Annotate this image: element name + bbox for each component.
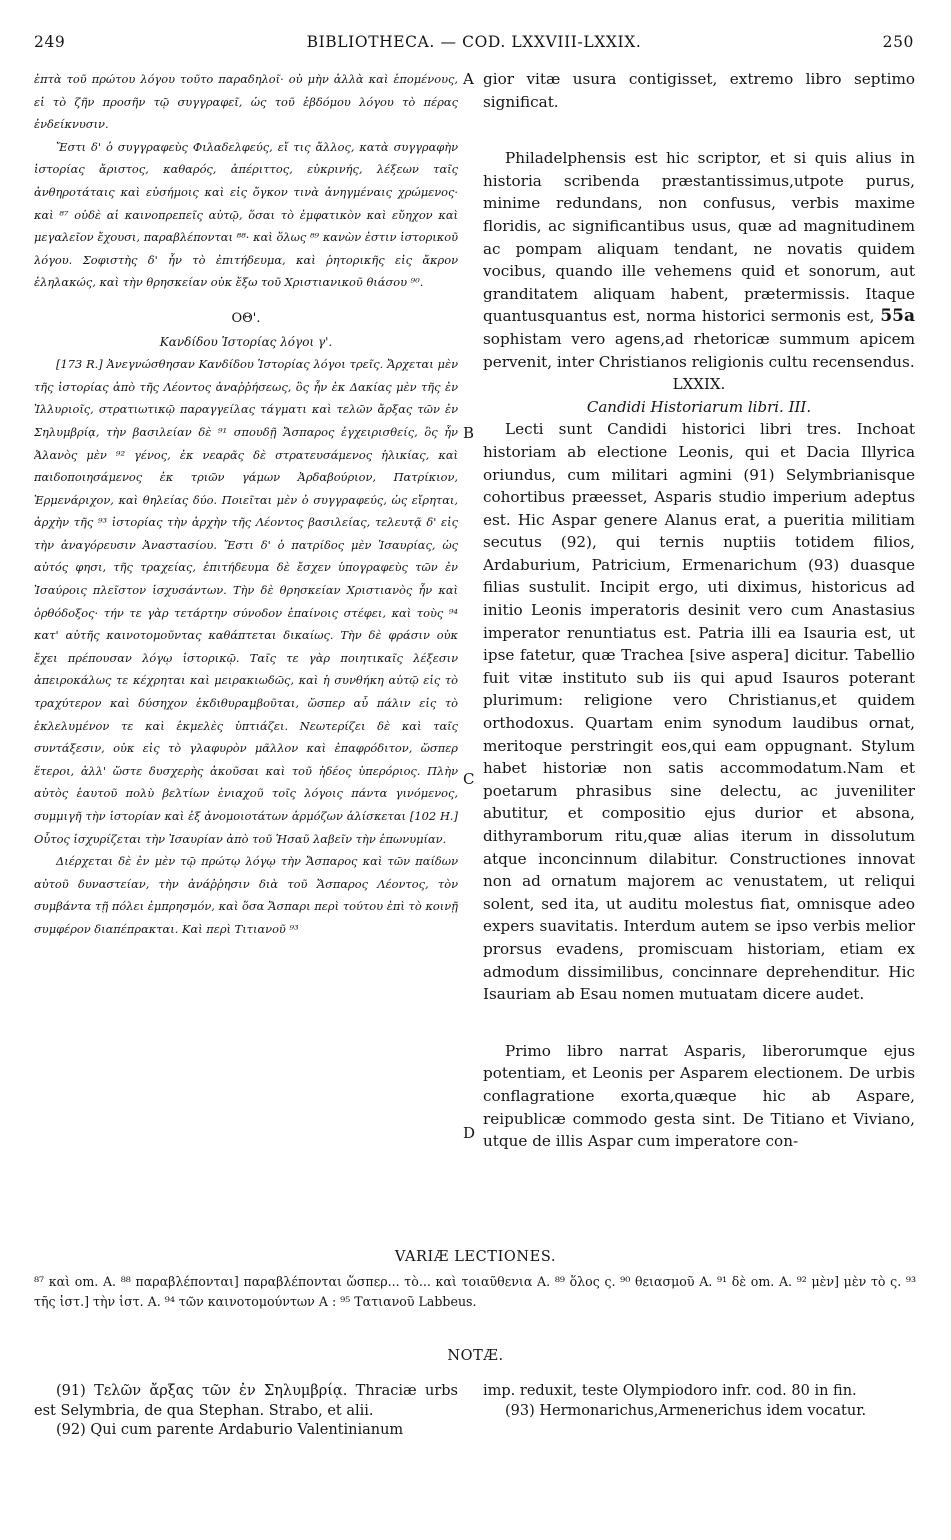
greek-column <box>34 68 458 941</box>
latin-section-title: Candidi Historiarum libri. III. <box>586 397 812 416</box>
latin-paragraph-4: Primo libro narrat Asparis, liberorumque ejus potentiam, et Leonis per Asparem electionem. De urbis conflagratione exorta,quæque hic ab Aspare, reipublicæ commodo gesta sint. De Titiano et Viviano, utque de illis Aspar cum imperatore con- <box>483 1041 915 1151</box>
greek-section-title: Κανδίδου Ἱστορίας λόγοι γ'. <box>159 334 333 349</box>
page-number-left: 249 <box>34 33 66 51</box>
running-title: BIBLIOTHECA. — COD. LXXVIII-LXXIX. <box>306 33 642 51</box>
greek-paragraph-1: ἑπτὰ τοῦ πρώτου λόγου τοῦτο παραδηλοῖ· οὐ μὴν ἀλλὰ καὶ ἑπομένους, εἰ τὸ ζῆν προσῆν τῷ συγγραφεῖ, ὡς τοῦ ἑβδόμου λόγου τὸ πέρας ἐνδείκνυσιν. <box>34 72 458 132</box>
notes-right-column <box>483 1382 915 1421</box>
margin-letter-d: D <box>463 1124 476 1142</box>
latin-column <box>483 68 915 1153</box>
variae-lectiones-text: ⁸⁷ καὶ om. A. ⁸⁸ παραβλέπονται] παραβλέπονται ὥσπερ... τὸ... καὶ τοιαῦθενια A. ⁸⁹ ὅλος ς. ⁹⁰ θειασμοῦ A. ⁹¹ δὲ om. A. ⁹² μὲν] μὲν τὸ ς. ⁹³ τῆς ἱστ.] τὴν ἱστ. A. ⁹⁴ τῶν καινοτομούντων A : ⁹⁵ Τατιανοῦ Labbeus. <box>34 1274 916 1309</box>
note-91: (91) Τελῶν ἄρξας τῶν ἐν Σηλυμβρίᾳ. Thraciæ urbs est Selymbria, de qua Stephan. Strabo, et alii. <box>34 1383 458 1419</box>
notae-heading: NOTÆ. <box>447 1348 504 1364</box>
latin-paragraph-2-text: Philadelphensis est hic scriptor, et si quis alius in historia scribenda præstantissimus,utpote purus, minime redundans, non confusus, verbis maxime floridis, ac significantibus usus, quæ ad magnitudinem ac pompam aliquam tendant, ne novatis quidem vocibus, quando ille vehemens quid et sonorum, aut granditatem aliquam habent, prætermissis. Itaque quantusquantus est, norma historici sermonis est, <box>483 149 915 326</box>
latin-paragraph-3: Lecti sunt Candidi historici libri tres. Inchoat historiam ab electione Leonis, qui et Dacia Illyrica oriundus, cum militari agmini (91) Selymbrianisque cohortibus præesset, Asparis studio imperium adeptus est. Hic Aspar genere Alanus erat, a pueritia militiam secutus (92), qui ternis nuptiis totidem filios, Ardaburium, Patricium, Ermenarichum (93) duasque filias sustulit. Incipit ergo, uti diximus, historicus ad initio Leonis imperatoris desinit vero cum Anastasius imperator renuntiatus est. Patria illi ea Isauria est, ut ipse fatetur, quæ Trachea [sive aspera] dicitur. Tabellio fuit vitæ instituto sub iis qui apud Isauros poterant plurimum: religione vero Christianus,et quidem orthodoxus. Quartam enim synodum laudibus ornat, meritoque perstringit eos,qui eam oppugnant. Stylum habet historiæ non satis accommodatum.Nam et poetarum phrasibus sine delectu, ac juveniliter abutitur, et compositio ejus durior et absona, dithyramborum ritu,quæ alias iterum in dissolutum atque inconcinnum dilabitur. Constructiones innovat non ad ornatum majorem ac venustatem, ut reliqui solent, sed ita, ut auditu molestus fiat, omnisque adeo expers suavitatis. Interdum autem se ipso verbis melior prorsus evadens, promiscuam historiam, etiam ex admodum dissimilibus, concinnare deprehenditur. Hic Isauriam ab Esau nomen mutuatam dicere audet. <box>483 420 915 1004</box>
greek-paragraph-3: [173 R.] Ἀνεγνώσθησαν Κανδίδου Ἱστορίας λόγοι τρεῖς. Ἄρχεται μὲν τῆς ἱστορίας ἀπὸ τῆς Λέοντος ἀναῤῥήσεως, ὃς ἦν ἐκ Δακίας μὲν τῆς ἐν Ἰλλυριοῖς, στρατιωτικῷ παραγγείλας τάγματι καὶ τελῶν ἄρξας τῶν ἐν Σηλυμβρίᾳ, τὴν βασιλείαν δὲ ⁹¹ σπουδῇ Ἄσπαρος ἐγχειρισθείς, ὃς ἦν Ἀλανὸς μὲν ⁹² γένος, ἐκ νεαρᾶς δὲ στρατευσάμενος ἡλικίας, καὶ παιδοποιησάμενος ἐκ τριῶν γάμων Ἀρδαβούριον, Πατρίκιον, Ἑρμενάριχον, καὶ θηλείας δύο. Ποιεῖται μὲν ὁ συγγραφεύς, ὡς εἴρηται, ἀρχὴν τῆς ⁹³ ἱστορίας τὴν ἀρχὴν τῆς Λέοντος βασιλείας, τελευτᾷ δ' εἰς τὴν ἀναγόρευσιν Ἀναστασίου. Ἔστι δ' ὁ πατρίδος μὲν Ἰσαυρίας, ὡς αὐτός φησι, τῆς τραχείας, ἐπιτήδευμα δὲ ἔσχεν ὑπογραφεὺς τῶν ἐν Ἰσαύροις πλεῖστον ἰσχυσάντων. Τὴν δὲ θρησκείαν Χριστιανὸς ἦν καὶ ὀρθόδοξος· τήν τε γὰρ τετάρτην σύνοδον ἐπαίνοις στέφει, καὶ τοὺς ⁹⁴ κατ' αὐτῆς καινοτομοῦντας καθάπτεται δικαίως. Τὴν δὲ φράσιν οὐκ ἔχει πρέπουσαν λόγῳ ἱστορικῷ. Ταῖς τε γὰρ ποιητικαῖς λέξεσιν ἀπειροκάλως τε κέχρηται καὶ μειρακιωδῶς, καὶ ἡ συνθήκη αὐτῷ εἰς τὸ τραχύτερον καὶ δύσηχον ἐκδιθυραμβοῦται, ὥσπερ αὖ πάλιν εἰς τὸ ἐκλελυμένον τε καὶ ἐκμελὲς ὑπτιάζει. Νεωτερίζει δὲ καὶ ταῖς συντάξεσιν, οὐκ εἰς τὸ γλαφυρὸν μᾶλλον καὶ ἐπαφρόδιτον, ὥσπερ ἕτεροι, ἀλλ' ὥστε δυσχερὴς ἀκοῦσαι καὶ τοῦ ἡδέος ὑπερόριος. Πλὴν αὐτὸς ἑαυτοῦ πολὺ βελτίων ἐνιαχοῦ τοῖς λόγοις πάντα γινόμενος, συμμιγῆ τὴν ἱστορίαν καὶ ἐξ ἀνομοιοτάτων ἁρμόζων ἁλίσκεται [102 H.] Οὗτος ἰσχυρίζεται τὴν Ἰσαυρίαν ἀπὸ τοῦ Ἡσαῦ λαβεῖν τὴν ἐπωνυμίαν. <box>34 357 458 846</box>
paragraph-gap <box>483 113 915 147</box>
latin-paragraph-2 <box>483 147 915 373</box>
margin-letter-b: B <box>463 424 475 442</box>
latin-paragraph-2-continued: sophistam vero agens,ad rhetoricæ summum apicem pervenit, inter Christianos religionis cultu recensendus. <box>483 329 915 371</box>
greek-paragraph-4: Διέρχεται δὲ ἐν μὲν τῷ πρώτῳ λόγῳ τὴν Ἄσπαρος καὶ τῶν παίδων αὐτοῦ δυναστείαν, τὴν ἀνάῤῥησιν διὰ τοῦ Ἄσπαρος Λέοντος, τὸν συμβάντα τῇ πόλει ἐμπρησμόν, καὶ ὅσα Ἄσπαρι περὶ τούτου ἐπὶ τὸ κοινῇ συμφέρον διαπέπρακται. Καὶ περὶ Τιτιανοῦ ⁹³ <box>34 854 458 936</box>
running-header <box>34 33 914 57</box>
paragraph-gap <box>483 1006 915 1040</box>
variae-lectiones <box>34 1272 916 1312</box>
note-92-continued: imp. reduxit, teste Olympiodoro infr. cod. 80 in fin. <box>483 1383 857 1399</box>
note-93: (93) Hermonarichus,Armenerichus idem vocatur. <box>505 1402 867 1419</box>
note-92: (92) Qui cum parente Ardaburio Valentinianum <box>56 1422 404 1438</box>
notes-left-column <box>34 1382 458 1441</box>
latin-paragraph-1: gior vitæ usura contigisset, extremo libro septimo significat. <box>483 70 915 111</box>
margin-letter-a: A <box>463 70 474 88</box>
variae-lectiones-heading: VARIÆ LECTIONES. <box>394 1249 557 1265</box>
page-number-right: 250 <box>882 33 914 51</box>
latin-section-number: LXXIX. <box>672 375 726 394</box>
margin-letter-c: C <box>463 770 475 788</box>
greek-paragraph-2: Ἔστι δ' ὁ συγγραφεὺς Φιλαδελφεύς, εἴ τις ἄλλος, κατὰ συγγραφὴν ἱστορίας ἄριστος, καθαρός, ἀπέριττος, εὐκρινής, λέξεων ταῖς ἀνθηροτάταις καὶ εὐσήμοις καὶ εἰς ὄγκον τινὰ ἀνηγμέναις χρώμενος· καὶ ⁸⁷ οὐδὲ αἱ καινοπρεπεῖς αὐτῷ, ὅσαι τὸ ἐμφατικὸν καὶ εὔηχον καὶ μεγαλεῖον ἔχουσι, παραβλέπονται ⁸⁸· καὶ ὅλως ⁸⁹ κανὼν ἐστιν ἱστορικοῦ λόγου. Σοφιστὴς δ' ἦν τὸ ἐπιτήδευμα, καὶ ῥητορικῆς εἰς ἄκρον ἐληλακώς, καὶ τὴν θρησκείαν οὐκ ἔξω τοῦ Χριστιανικοῦ θιάσου ⁹⁰. <box>34 139 458 290</box>
photius-page-marker: 55a <box>880 306 915 327</box>
greek-section-number: ΟΘ'. <box>231 310 261 326</box>
